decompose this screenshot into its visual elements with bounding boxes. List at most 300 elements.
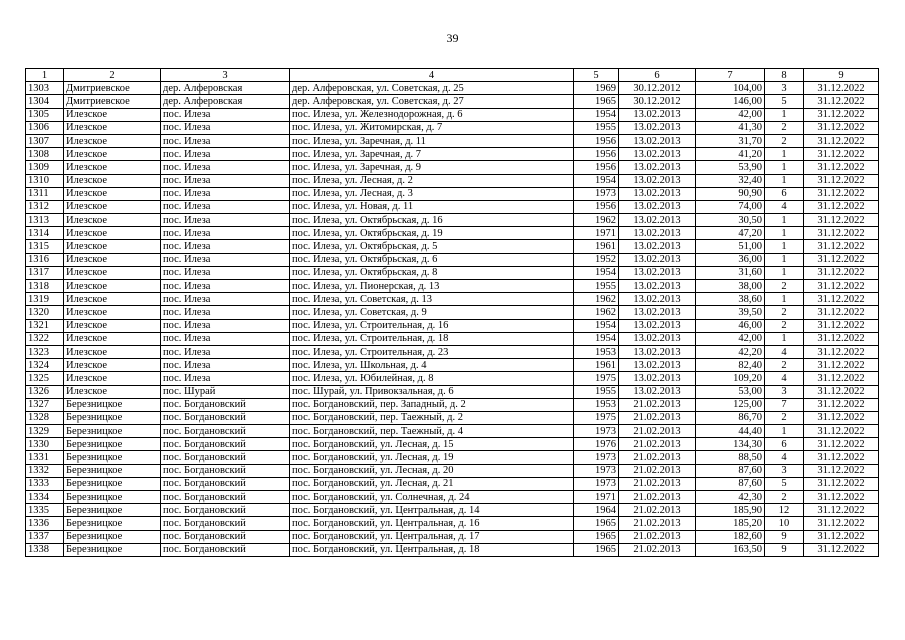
area-cell: 109,20 <box>696 372 765 385</box>
column-number: 3 <box>161 69 290 82</box>
count-cell: 2 <box>765 491 804 504</box>
address-cell: пос. Богдановский, пер. Западный, д. 2 <box>290 398 574 411</box>
table-row <box>26 359 879 372</box>
locality-cell: пос. Илеза <box>161 121 290 134</box>
count-cell: 2 <box>765 306 804 319</box>
year-built-cell: 1962 <box>574 214 619 227</box>
settlement-cell: Илезское <box>64 134 161 147</box>
row-number-cell: 1303 <box>26 82 64 95</box>
area-cell: 41,20 <box>696 148 765 161</box>
date-cell: 13.02.2013 <box>619 359 696 372</box>
year-built-cell: 1961 <box>574 240 619 253</box>
area-cell: 88,50 <box>696 451 765 464</box>
deadline-cell: 31.12.2022 <box>804 280 879 293</box>
year-built-cell: 1973 <box>574 425 619 438</box>
column-number: 1 <box>26 69 64 82</box>
count-cell: 1 <box>765 108 804 121</box>
row-number-cell: 1338 <box>26 543 64 556</box>
deadline-cell: 31.12.2022 <box>804 227 879 240</box>
locality-cell: пос. Богдановский <box>161 411 290 424</box>
date-cell: 30.12.2012 <box>619 82 696 95</box>
count-cell: 6 <box>765 187 804 200</box>
area-cell: 53,00 <box>696 385 765 398</box>
row-number-cell: 1313 <box>26 214 64 227</box>
area-cell: 146,00 <box>696 95 765 108</box>
date-cell: 13.02.2013 <box>619 240 696 253</box>
deadline-cell: 31.12.2022 <box>804 319 879 332</box>
deadline-cell: 31.12.2022 <box>804 95 879 108</box>
address-cell: пос. Илеза, ул. Строительная, д. 23 <box>290 345 574 358</box>
table-row <box>26 200 879 213</box>
year-built-cell: 1964 <box>574 504 619 517</box>
deadline-cell: 31.12.2022 <box>804 148 879 161</box>
table-row <box>26 82 879 95</box>
address-cell: пос. Богдановский, ул. Лесная, д. 20 <box>290 464 574 477</box>
table-body <box>26 69 879 557</box>
count-cell: 1 <box>765 332 804 345</box>
count-cell: 1 <box>765 266 804 279</box>
column-number-row <box>26 69 879 82</box>
column-number: 9 <box>804 69 879 82</box>
row-number-cell: 1316 <box>26 253 64 266</box>
area-cell: 90,90 <box>696 187 765 200</box>
table-row <box>26 306 879 319</box>
year-built-cell: 1965 <box>574 95 619 108</box>
row-number-cell: 1322 <box>26 332 64 345</box>
area-cell: 47,20 <box>696 227 765 240</box>
table-row <box>26 95 879 108</box>
row-number-cell: 1309 <box>26 161 64 174</box>
count-cell: 1 <box>765 214 804 227</box>
locality-cell: дер. Алферовская <box>161 82 290 95</box>
row-number-cell: 1314 <box>26 227 64 240</box>
settlement-cell: Илезское <box>64 121 161 134</box>
table-row <box>26 451 879 464</box>
deadline-cell: 31.12.2022 <box>804 200 879 213</box>
table-row <box>26 214 879 227</box>
year-built-cell: 1955 <box>574 121 619 134</box>
table-row <box>26 530 879 543</box>
date-cell: 21.02.2013 <box>619 477 696 490</box>
locality-cell: пос. Илеза <box>161 227 290 240</box>
table-row <box>26 319 879 332</box>
date-cell: 13.02.2013 <box>619 280 696 293</box>
year-built-cell: 1955 <box>574 385 619 398</box>
column-number: 5 <box>574 69 619 82</box>
row-number-cell: 1308 <box>26 148 64 161</box>
address-cell: дер. Алферовская, ул. Советская, д. 25 <box>290 82 574 95</box>
year-built-cell: 1961 <box>574 359 619 372</box>
settlement-cell: Илезское <box>64 161 161 174</box>
locality-cell: пос. Илеза <box>161 372 290 385</box>
deadline-cell: 31.12.2022 <box>804 293 879 306</box>
settlement-cell: Березницкое <box>64 451 161 464</box>
address-cell: пос. Илеза, ул. Юбилейная, д. 8 <box>290 372 574 385</box>
address-cell: пос. Илеза, ул. Советская, д. 13 <box>290 293 574 306</box>
locality-cell: пос. Шурай <box>161 385 290 398</box>
year-built-cell: 1954 <box>574 319 619 332</box>
count-cell: 3 <box>765 385 804 398</box>
count-cell: 1 <box>765 425 804 438</box>
year-built-cell: 1953 <box>574 345 619 358</box>
row-number-cell: 1332 <box>26 464 64 477</box>
address-cell: пос. Шурай, ул. Привокзальная, д. 6 <box>290 385 574 398</box>
date-cell: 13.02.2013 <box>619 385 696 398</box>
row-number-cell: 1326 <box>26 385 64 398</box>
address-cell: пос. Илеза, ул. Октябрьская, д. 8 <box>290 266 574 279</box>
row-number-cell: 1304 <box>26 95 64 108</box>
settlement-cell: Илезское <box>64 253 161 266</box>
row-number-cell: 1315 <box>26 240 64 253</box>
row-number-cell: 1325 <box>26 372 64 385</box>
deadline-cell: 31.12.2022 <box>804 411 879 424</box>
deadline-cell: 31.12.2022 <box>804 345 879 358</box>
locality-cell: пос. Илеза <box>161 293 290 306</box>
locality-cell: пос. Илеза <box>161 306 290 319</box>
settlement-cell: Березницкое <box>64 464 161 477</box>
table-row <box>26 438 879 451</box>
count-cell: 3 <box>765 82 804 95</box>
count-cell: 1 <box>765 174 804 187</box>
address-cell: пос. Богдановский, ул. Лесная, д. 15 <box>290 438 574 451</box>
locality-cell: пос. Богдановский <box>161 438 290 451</box>
address-cell: пос. Илеза, ул. Новая, д. 11 <box>290 200 574 213</box>
locality-cell: пос. Богдановский <box>161 425 290 438</box>
address-cell: дер. Алферовская, ул. Советская, д. 27 <box>290 95 574 108</box>
table-row <box>26 411 879 424</box>
deadline-cell: 31.12.2022 <box>804 134 879 147</box>
table-row <box>26 108 879 121</box>
settlement-cell: Илезское <box>64 227 161 240</box>
year-built-cell: 1975 <box>574 372 619 385</box>
settlement-cell: Илезское <box>64 280 161 293</box>
settlement-cell: Илезское <box>64 345 161 358</box>
year-built-cell: 1956 <box>574 134 619 147</box>
count-cell: 1 <box>765 227 804 240</box>
locality-cell: пос. Богдановский <box>161 491 290 504</box>
count-cell: 4 <box>765 345 804 358</box>
table-row <box>26 148 879 161</box>
deadline-cell: 31.12.2022 <box>804 240 879 253</box>
table-row <box>26 121 879 134</box>
row-number-cell: 1334 <box>26 491 64 504</box>
deadline-cell: 31.12.2022 <box>804 398 879 411</box>
deadline-cell: 31.12.2022 <box>804 372 879 385</box>
table-row <box>26 491 879 504</box>
address-cell: пос. Богдановский, ул. Центральная, д. 18 <box>290 543 574 556</box>
locality-cell: пос. Илеза <box>161 332 290 345</box>
housing-register-table <box>25 68 879 557</box>
area-cell: 31,70 <box>696 134 765 147</box>
address-cell: пос. Богдановский, пер. Таежный, д. 4 <box>290 425 574 438</box>
date-cell: 13.02.2013 <box>619 266 696 279</box>
table-row <box>26 240 879 253</box>
table-row <box>26 253 879 266</box>
locality-cell: пос. Илеза <box>161 161 290 174</box>
address-cell: пос. Богдановский, ул. Центральная, д. 14 <box>290 504 574 517</box>
table-row <box>26 227 879 240</box>
year-built-cell: 1955 <box>574 280 619 293</box>
deadline-cell: 31.12.2022 <box>804 187 879 200</box>
count-cell: 3 <box>765 464 804 477</box>
date-cell: 13.02.2013 <box>619 345 696 358</box>
locality-cell: пос. Богдановский <box>161 451 290 464</box>
year-built-cell: 1956 <box>574 148 619 161</box>
row-number-cell: 1318 <box>26 280 64 293</box>
row-number-cell: 1320 <box>26 306 64 319</box>
table-row <box>26 293 879 306</box>
area-cell: 104,00 <box>696 82 765 95</box>
count-cell: 9 <box>765 530 804 543</box>
deadline-cell: 31.12.2022 <box>804 530 879 543</box>
area-cell: 44,40 <box>696 425 765 438</box>
date-cell: 13.02.2013 <box>619 214 696 227</box>
area-cell: 87,60 <box>696 477 765 490</box>
column-number: 2 <box>64 69 161 82</box>
locality-cell: пос. Илеза <box>161 266 290 279</box>
deadline-cell: 31.12.2022 <box>804 425 879 438</box>
count-cell: 7 <box>765 398 804 411</box>
year-built-cell: 1954 <box>574 332 619 345</box>
column-number: 8 <box>765 69 804 82</box>
address-cell: пос. Илеза, ул. Советская, д. 9 <box>290 306 574 319</box>
date-cell: 21.02.2013 <box>619 530 696 543</box>
address-cell: пос. Илеза, ул. Октябрьская, д. 6 <box>290 253 574 266</box>
table-row <box>26 266 879 279</box>
count-cell: 2 <box>765 411 804 424</box>
year-built-cell: 1953 <box>574 398 619 411</box>
deadline-cell: 31.12.2022 <box>804 517 879 530</box>
year-built-cell: 1954 <box>574 266 619 279</box>
column-number: 4 <box>290 69 574 82</box>
deadline-cell: 31.12.2022 <box>804 306 879 319</box>
row-number-cell: 1335 <box>26 504 64 517</box>
area-cell: 42,00 <box>696 332 765 345</box>
year-built-cell: 1973 <box>574 464 619 477</box>
settlement-cell: Илезское <box>64 240 161 253</box>
area-cell: 38,00 <box>696 280 765 293</box>
year-built-cell: 1956 <box>574 161 619 174</box>
date-cell: 13.02.2013 <box>619 161 696 174</box>
date-cell: 13.02.2013 <box>619 187 696 200</box>
date-cell: 13.02.2013 <box>619 253 696 266</box>
count-cell: 9 <box>765 543 804 556</box>
deadline-cell: 31.12.2022 <box>804 332 879 345</box>
year-built-cell: 1973 <box>574 477 619 490</box>
address-cell: пос. Илеза, ул. Октябрьская, д. 5 <box>290 240 574 253</box>
settlement-cell: Илезское <box>64 359 161 372</box>
locality-cell: пос. Илеза <box>161 280 290 293</box>
year-built-cell: 1965 <box>574 530 619 543</box>
area-cell: 87,60 <box>696 464 765 477</box>
area-cell: 51,00 <box>696 240 765 253</box>
year-built-cell: 1952 <box>574 253 619 266</box>
row-number-cell: 1330 <box>26 438 64 451</box>
address-cell: пос. Илеза, ул. Железнодорожная, д. 6 <box>290 108 574 121</box>
table-row <box>26 517 879 530</box>
area-cell: 125,00 <box>696 398 765 411</box>
date-cell: 30.12.2012 <box>619 95 696 108</box>
locality-cell: пос. Илеза <box>161 200 290 213</box>
count-cell: 1 <box>765 253 804 266</box>
area-cell: 86,70 <box>696 411 765 424</box>
area-cell: 39,50 <box>696 306 765 319</box>
settlement-cell: Илезское <box>64 174 161 187</box>
row-number-cell: 1319 <box>26 293 64 306</box>
settlement-cell: Илезское <box>64 306 161 319</box>
locality-cell: пос. Богдановский <box>161 530 290 543</box>
date-cell: 21.02.2013 <box>619 504 696 517</box>
settlement-cell: Березницкое <box>64 517 161 530</box>
date-cell: 13.02.2013 <box>619 332 696 345</box>
locality-cell: пос. Илеза <box>161 148 290 161</box>
date-cell: 13.02.2013 <box>619 174 696 187</box>
deadline-cell: 31.12.2022 <box>804 121 879 134</box>
settlement-cell: Березницкое <box>64 411 161 424</box>
year-built-cell: 1976 <box>574 438 619 451</box>
count-cell: 2 <box>765 121 804 134</box>
row-number-cell: 1333 <box>26 477 64 490</box>
settlement-cell: Березницкое <box>64 504 161 517</box>
count-cell: 2 <box>765 280 804 293</box>
table-row <box>26 372 879 385</box>
address-cell: пос. Илеза, ул. Заречная, д. 9 <box>290 161 574 174</box>
area-cell: 53,90 <box>696 161 765 174</box>
count-cell: 6 <box>765 438 804 451</box>
locality-cell: пос. Илеза <box>161 108 290 121</box>
address-cell: пос. Илеза, ул. Строительная, д. 16 <box>290 319 574 332</box>
address-cell: пос. Богдановский, ул. Солнечная, д. 24 <box>290 491 574 504</box>
date-cell: 13.02.2013 <box>619 227 696 240</box>
count-cell: 2 <box>765 359 804 372</box>
settlement-cell: Илезское <box>64 108 161 121</box>
settlement-cell: Илезское <box>64 148 161 161</box>
settlement-cell: Березницкое <box>64 477 161 490</box>
count-cell: 10 <box>765 517 804 530</box>
year-built-cell: 1975 <box>574 411 619 424</box>
deadline-cell: 31.12.2022 <box>804 266 879 279</box>
area-cell: 46,00 <box>696 319 765 332</box>
area-cell: 42,20 <box>696 345 765 358</box>
date-cell: 13.02.2013 <box>619 108 696 121</box>
locality-cell: пос. Илеза <box>161 359 290 372</box>
settlement-cell: Березницкое <box>64 438 161 451</box>
area-cell: 30,50 <box>696 214 765 227</box>
count-cell: 1 <box>765 148 804 161</box>
settlement-cell: Илезское <box>64 200 161 213</box>
deadline-cell: 31.12.2022 <box>804 491 879 504</box>
count-cell: 4 <box>765 200 804 213</box>
address-cell: пос. Илеза, ул. Октябрьская, д. 16 <box>290 214 574 227</box>
settlement-cell: Илезское <box>64 385 161 398</box>
date-cell: 13.02.2013 <box>619 293 696 306</box>
row-number-cell: 1329 <box>26 425 64 438</box>
deadline-cell: 31.12.2022 <box>804 451 879 464</box>
count-cell: 12 <box>765 504 804 517</box>
area-cell: 185,90 <box>696 504 765 517</box>
count-cell: 2 <box>765 319 804 332</box>
locality-cell: пос. Илеза <box>161 214 290 227</box>
locality-cell: пос. Богдановский <box>161 543 290 556</box>
table-row <box>26 504 879 517</box>
table-row <box>26 385 879 398</box>
area-cell: 163,50 <box>696 543 765 556</box>
date-cell: 21.02.2013 <box>619 491 696 504</box>
locality-cell: пос. Илеза <box>161 253 290 266</box>
row-number-cell: 1310 <box>26 174 64 187</box>
year-built-cell: 1954 <box>574 108 619 121</box>
table-row <box>26 187 879 200</box>
year-built-cell: 1965 <box>574 543 619 556</box>
year-built-cell: 1954 <box>574 174 619 187</box>
locality-cell: пос. Илеза <box>161 240 290 253</box>
date-cell: 13.02.2013 <box>619 134 696 147</box>
area-cell: 31,60 <box>696 266 765 279</box>
settlement-cell: Илезское <box>64 319 161 332</box>
row-number-cell: 1307 <box>26 134 64 147</box>
area-cell: 134,30 <box>696 438 765 451</box>
locality-cell: пос. Илеза <box>161 134 290 147</box>
table-row <box>26 477 879 490</box>
address-cell: пос. Илеза, ул. Заречная, д. 11 <box>290 134 574 147</box>
column-number: 7 <box>696 69 765 82</box>
table-row <box>26 161 879 174</box>
date-cell: 13.02.2013 <box>619 148 696 161</box>
year-built-cell: 1956 <box>574 200 619 213</box>
deadline-cell: 31.12.2022 <box>804 385 879 398</box>
row-number-cell: 1324 <box>26 359 64 372</box>
settlement-cell: Илезское <box>64 214 161 227</box>
row-number-cell: 1336 <box>26 517 64 530</box>
row-number-cell: 1321 <box>26 319 64 332</box>
deadline-cell: 31.12.2022 <box>804 359 879 372</box>
deadline-cell: 31.12.2022 <box>804 174 879 187</box>
count-cell: 5 <box>765 95 804 108</box>
count-cell: 1 <box>765 240 804 253</box>
table-row <box>26 543 879 556</box>
date-cell: 13.02.2013 <box>619 121 696 134</box>
year-built-cell: 1973 <box>574 451 619 464</box>
deadline-cell: 31.12.2022 <box>804 477 879 490</box>
locality-cell: дер. Алферовская <box>161 95 290 108</box>
address-cell: пос. Илеза, ул. Строительная, д. 18 <box>290 332 574 345</box>
address-cell: пос. Илеза, ул. Лесная, д. 2 <box>290 174 574 187</box>
date-cell: 21.02.2013 <box>619 438 696 451</box>
row-number-cell: 1337 <box>26 530 64 543</box>
address-cell: пос. Богдановский, ул. Центральная, д. 17 <box>290 530 574 543</box>
locality-cell: пос. Богдановский <box>161 517 290 530</box>
settlement-cell: Илезское <box>64 293 161 306</box>
row-number-cell: 1311 <box>26 187 64 200</box>
settlement-cell: Дмитриевское <box>64 82 161 95</box>
deadline-cell: 31.12.2022 <box>804 464 879 477</box>
date-cell: 21.02.2013 <box>619 517 696 530</box>
table-row <box>26 345 879 358</box>
address-cell: пос. Богдановский, пер. Таежный, д. 2 <box>290 411 574 424</box>
count-cell: 1 <box>765 293 804 306</box>
address-cell: пос. Илеза, ул. Заречная, д. 7 <box>290 148 574 161</box>
table-row <box>26 464 879 477</box>
year-built-cell: 1973 <box>574 187 619 200</box>
deadline-cell: 31.12.2022 <box>804 438 879 451</box>
area-cell: 32,40 <box>696 174 765 187</box>
table-row <box>26 332 879 345</box>
year-built-cell: 1965 <box>574 517 619 530</box>
address-cell: пос. Илеза, ул. Школьная, д. 4 <box>290 359 574 372</box>
settlement-cell: Березницкое <box>64 491 161 504</box>
locality-cell: пос. Илеза <box>161 187 290 200</box>
address-cell: пос. Илеза, ул. Пионерская, д. 13 <box>290 280 574 293</box>
